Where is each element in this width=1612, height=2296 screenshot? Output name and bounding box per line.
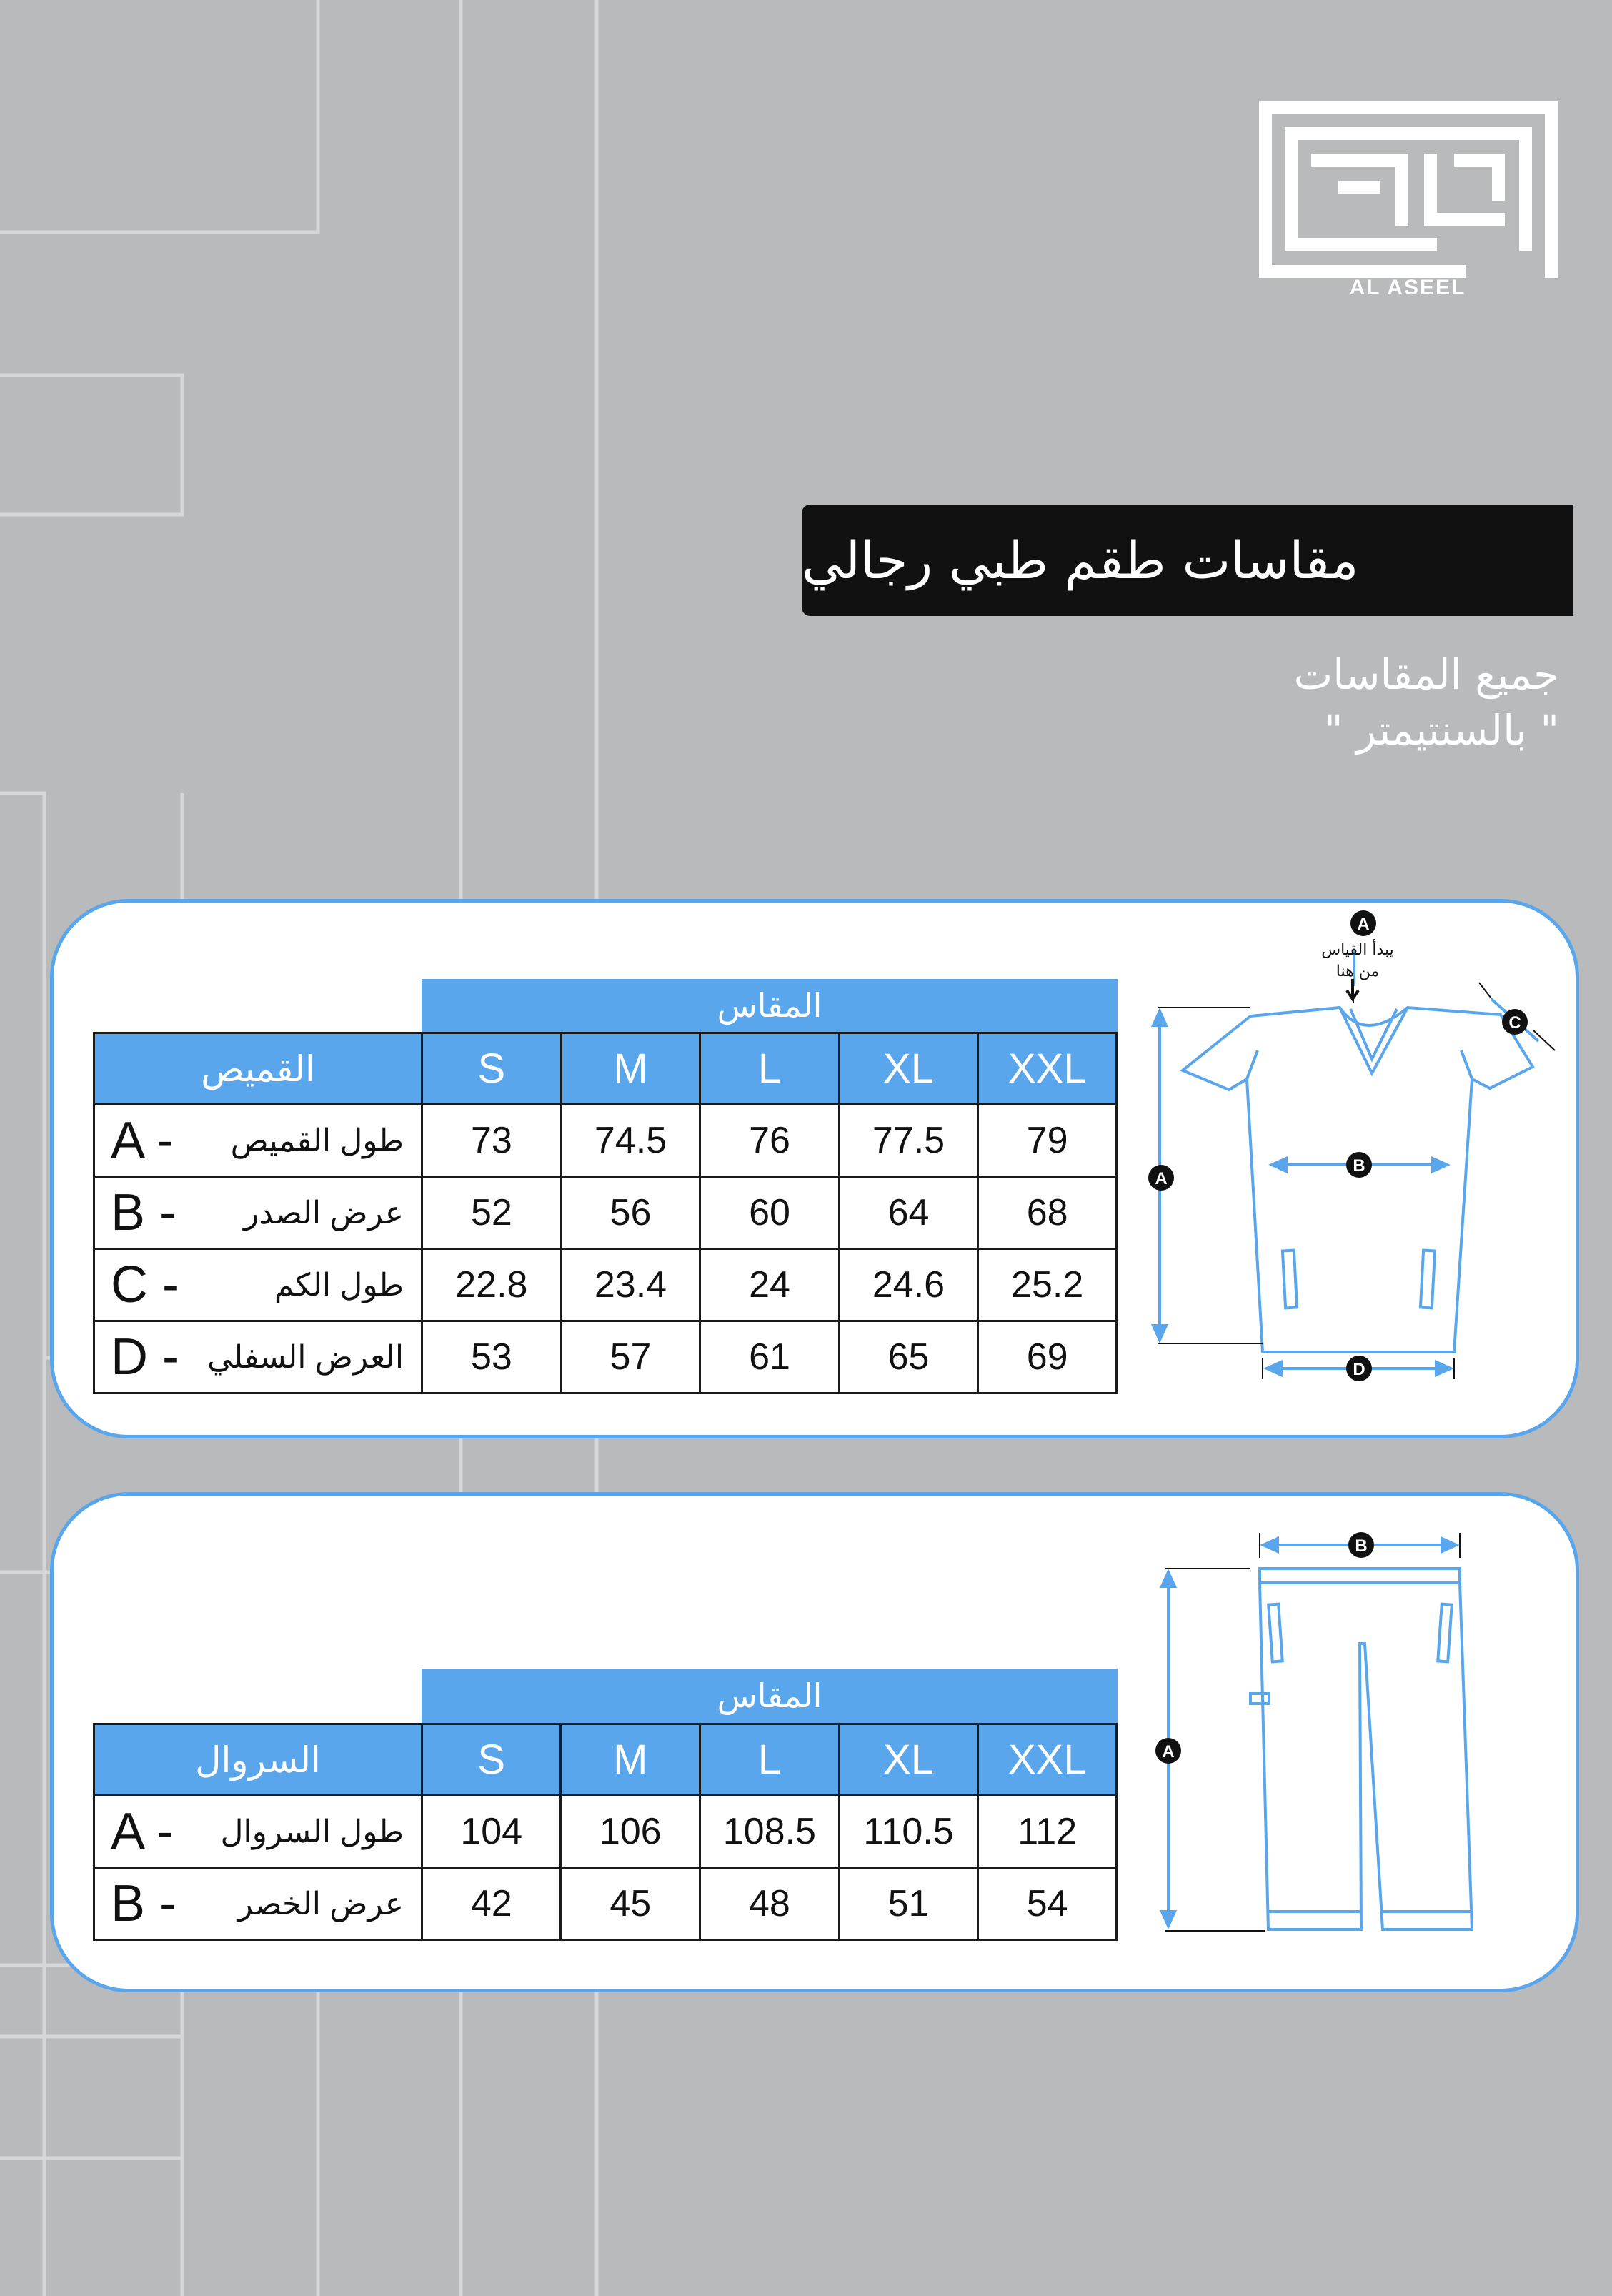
marker-c-label: C xyxy=(1508,1013,1521,1033)
row-letter: D xyxy=(111,1328,148,1386)
cell-value: 23.4 xyxy=(561,1249,700,1321)
cell-value: 108.5 xyxy=(700,1796,839,1868)
pants-name-cell: السروال xyxy=(94,1724,422,1796)
marker-a-top-label: A xyxy=(1357,915,1370,934)
row-letter: A xyxy=(111,1803,143,1860)
cell-value: 64 xyxy=(839,1177,978,1249)
marker-b-label: B xyxy=(1353,1156,1365,1176)
pants-size-xxl: XXL xyxy=(978,1724,1117,1796)
pants-size-s: S xyxy=(422,1724,561,1796)
cell-value: 42 xyxy=(422,1868,561,1940)
note-line-2: " بالسنتيمتر " xyxy=(1324,706,1559,755)
pants-size-m: M xyxy=(561,1724,700,1796)
cell-value: 73 xyxy=(422,1105,562,1177)
cell-value: 65 xyxy=(839,1321,978,1393)
brand-logo xyxy=(1259,101,1558,300)
measure-start-note-2: من هنا xyxy=(1335,963,1380,980)
pants-table-header-row xyxy=(94,1724,1117,1796)
cell-value: 112 xyxy=(978,1796,1117,1868)
cell-value: 53 xyxy=(422,1321,562,1393)
cell-value: 24.6 xyxy=(839,1249,978,1321)
table-row xyxy=(94,1249,1117,1321)
cell-value: 52 xyxy=(422,1177,562,1249)
cell-value: 69 xyxy=(978,1321,1117,1393)
pants-size-table xyxy=(93,1723,1118,1941)
cell-value: 76 xyxy=(700,1105,839,1177)
cell-value: 54 xyxy=(978,1868,1117,1940)
shirt-size-xl: XL xyxy=(839,1033,978,1105)
shirt-diagram xyxy=(1136,908,1565,1408)
table-row xyxy=(94,1796,1117,1868)
shirt-size-m: M xyxy=(561,1033,700,1105)
cell-value: 68 xyxy=(978,1177,1117,1249)
cell-value: 110.5 xyxy=(839,1796,978,1868)
cell-value: 57 xyxy=(561,1321,700,1393)
cell-value: 25.2 xyxy=(978,1249,1117,1321)
row-letter: B xyxy=(111,1184,146,1241)
shirt-size-s: S xyxy=(422,1033,562,1105)
marker-a-label: A xyxy=(1162,1742,1175,1761)
cell-value: 22.8 xyxy=(422,1249,562,1321)
pants-size-header: المقاس xyxy=(422,1669,1118,1723)
shirt-size-header: المقاس xyxy=(422,979,1118,1032)
shirt-size-l: L xyxy=(700,1033,839,1105)
table-row xyxy=(94,1321,1117,1393)
marker-b-label: B xyxy=(1355,1536,1368,1556)
pants-size-l: L xyxy=(700,1724,839,1796)
cell-value: 74.5 xyxy=(561,1105,700,1177)
measurement-unit-note xyxy=(1294,647,1559,758)
cell-value: 48 xyxy=(700,1868,839,1940)
page-title: مقاسات طقم طبي رجالي xyxy=(802,530,1359,590)
row-label: طول السروال xyxy=(220,1814,404,1849)
note-line-1: جميع المقاسات xyxy=(1293,650,1559,699)
row-dash: - xyxy=(156,1112,174,1169)
brand-logo-subtitle: AL ASEEL xyxy=(1349,276,1466,299)
table-row xyxy=(94,1177,1117,1249)
page-title-bar xyxy=(802,505,1573,616)
shirt-table-header-row xyxy=(94,1033,1117,1105)
cell-value: 104 xyxy=(422,1796,561,1868)
row-label: طول القميص xyxy=(230,1123,404,1158)
row-letter: A xyxy=(111,1112,143,1169)
row-dash: - xyxy=(159,1184,177,1241)
shirt-size-xxl: XXL xyxy=(978,1033,1117,1105)
table-row xyxy=(94,1105,1117,1177)
cell-value: 61 xyxy=(700,1321,839,1393)
cell-value: 51 xyxy=(839,1868,978,1940)
row-letter: B xyxy=(111,1875,146,1932)
pants-size-xl: XL xyxy=(839,1724,978,1796)
marker-a-label: A xyxy=(1155,1169,1168,1188)
cell-value: 77.5 xyxy=(839,1105,978,1177)
row-dash: - xyxy=(156,1803,174,1860)
row-dash: - xyxy=(162,1328,179,1386)
shirt-name-cell: القميص xyxy=(94,1033,422,1105)
down-arrow-icon xyxy=(1347,979,1358,999)
row-dash: - xyxy=(162,1256,179,1313)
pants-diagram xyxy=(1136,1515,1565,1972)
cell-value: 79 xyxy=(978,1105,1117,1177)
cell-value: 106 xyxy=(561,1796,700,1868)
row-letter: C xyxy=(111,1256,148,1313)
marker-d-label: D xyxy=(1353,1360,1365,1379)
row-label: طول الكم xyxy=(274,1267,404,1303)
cell-value: 56 xyxy=(561,1177,700,1249)
cell-value: 60 xyxy=(700,1177,839,1249)
cell-value: 24 xyxy=(700,1249,839,1321)
measure-start-note-1: يبدأ القياس xyxy=(1321,941,1394,959)
table-row xyxy=(94,1868,1117,1940)
shirt-size-table xyxy=(93,1032,1118,1394)
row-dash: - xyxy=(159,1875,177,1932)
row-label: عرض الصدر xyxy=(243,1195,404,1231)
cell-value: 45 xyxy=(561,1868,700,1940)
row-label: عرض الخصر xyxy=(237,1886,404,1922)
row-label: العرض السفلي xyxy=(207,1339,404,1375)
